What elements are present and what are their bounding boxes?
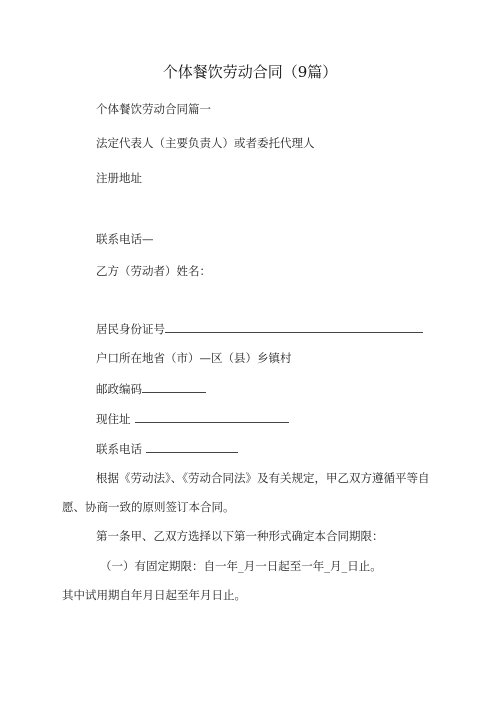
party-b-name-line: 乙方（劳动者）姓名： — [96, 264, 211, 278]
contact-phone-label: 联系电话 — [96, 442, 142, 456]
legal-representative-line: 法定代表人（主要负责人）或者委托代理人 — [96, 136, 315, 150]
id-number-label: 居民身份证号 — [96, 322, 165, 336]
registered-address-line: 注册地址 — [96, 171, 142, 185]
document-title: 个体餐饮劳动合同（9篇） — [162, 63, 338, 81]
postcode-blank — [142, 380, 206, 393]
contact-phone-line-2 — [96, 440, 238, 457]
postcode-line — [96, 380, 206, 397]
probation-line: 其中试用期自年月日起至年月日止。 — [62, 588, 246, 602]
postcode-label: 邮政编码 — [96, 382, 142, 396]
contact-phone-blank — [146, 440, 238, 453]
household-registration-line: 户口所在地省（市）—区（县）乡镇村 — [96, 351, 292, 365]
current-address-line — [96, 410, 289, 427]
id-number-blank — [165, 320, 423, 333]
current-address-label: 现住址 — [96, 412, 131, 426]
contact-phone-line: 联系电话— — [96, 232, 154, 246]
section-heading: 个体餐饮劳动合同篇一 — [96, 102, 211, 116]
id-number-line — [96, 320, 423, 337]
article-one-line: 第一条甲、乙双方选择以下第一种形式确定本合同期限： — [96, 529, 384, 543]
fixed-term-line: （一）有固定期限：自一年_月一日起至一年_月_日止。 — [100, 559, 382, 573]
paragraph-line-2: 愿、协商一致的原则签订本合同。 — [62, 500, 235, 514]
current-address-blank — [135, 410, 289, 423]
paragraph-line-1: 根据《劳动法》、《劳动合同法》及有关规定，甲乙双方遵循平等自 — [96, 471, 430, 485]
